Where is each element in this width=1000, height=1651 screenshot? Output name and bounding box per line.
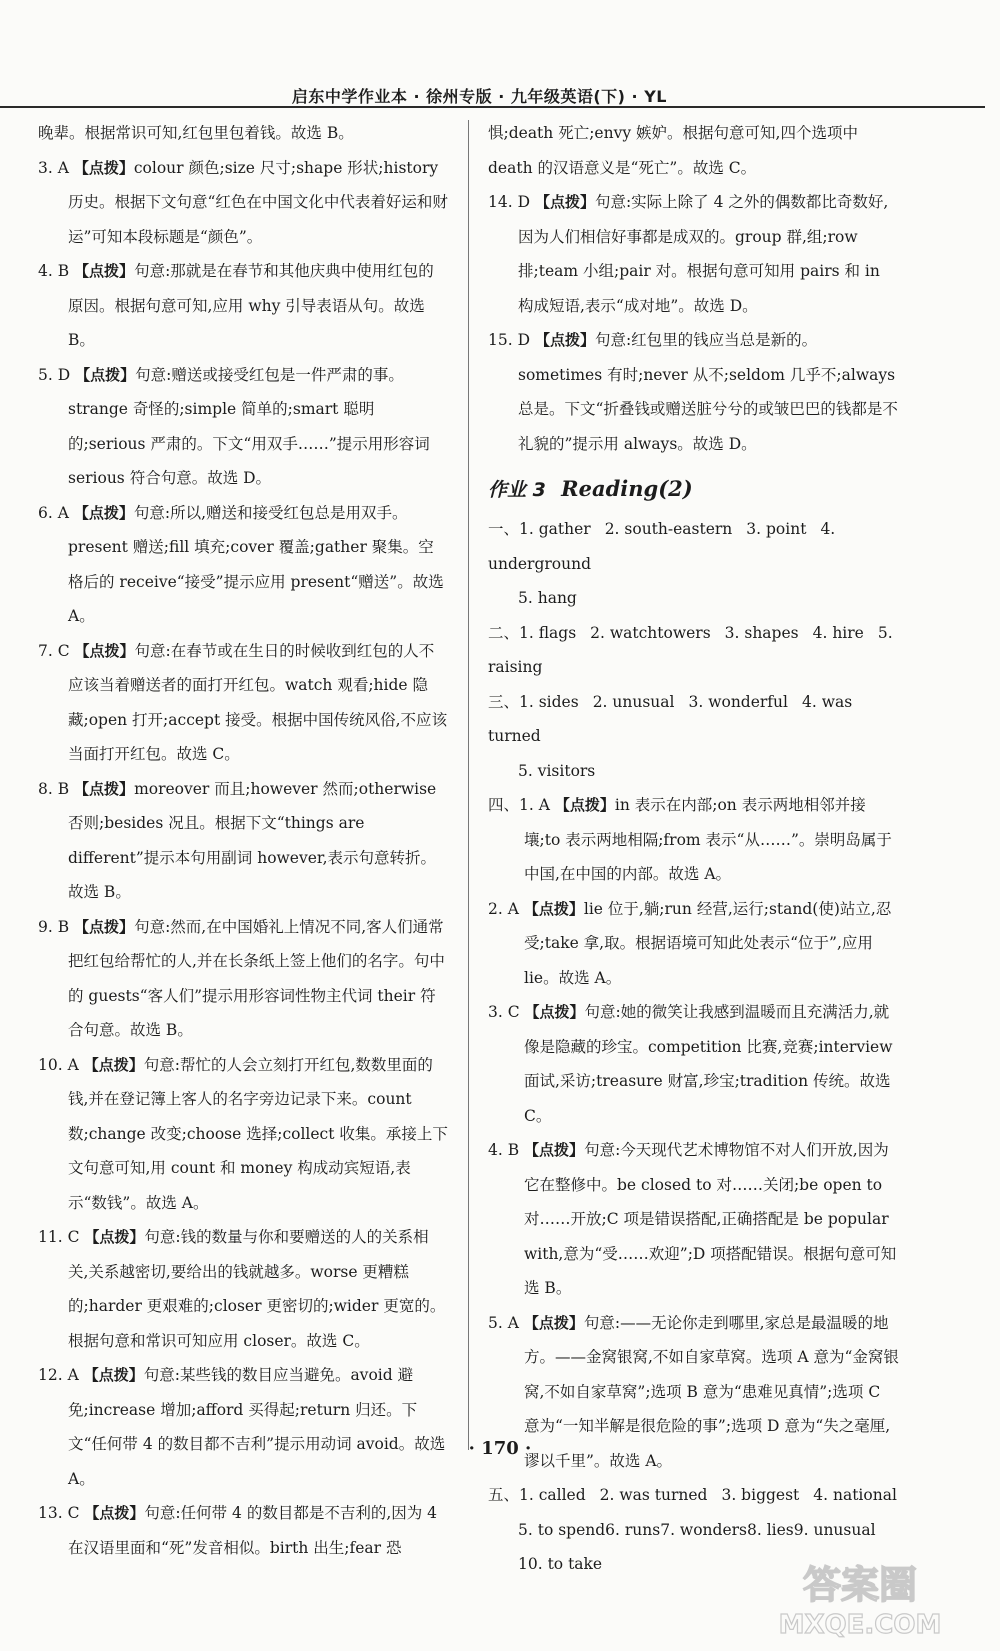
fill-in-answer: 4. was turned (488, 692, 853, 745)
fill-in-answer: 2. was turned (599, 1486, 708, 1504)
hint-tag: 【点拨】 (74, 917, 135, 936)
answer-number: 3. C (488, 1003, 525, 1021)
hint-tag: 【点拨】 (84, 1504, 145, 1522)
answer-number: 5. A (488, 1313, 524, 1332)
answer-number: 6. A (38, 503, 74, 522)
answer-text: 句意:——无论你走到哪里,家总是最温暖的地方。——金窝银窝,不如自家草窝。选项 A 意为“金窝银窝,不如自家草窝”;选项 B 意为“患难见真情”;选项 C 意为“一知半解是很危险的事”;选项 D 意为“失之毫厘,谬以千里”。故选 A。 (524, 1313, 899, 1470)
answer-item (38, 151, 448, 255)
answer-text: 句意:实际上除了 4 之外的偶数都比奇数好,因为人们相信好事都是成双的。group 群,组;row 排;team 小组;pair 对。根据句意可知用 pairs 和 in 构成短语,表示“成对地”。故选 D。 (518, 193, 889, 315)
fill-in-answer: 8. lies (746, 1520, 794, 1539)
answer-item (488, 892, 900, 996)
answer-text: 句意:在春节或在生日的时候收到红包的人不应该当着赠送者的面打开红包。watch 观看;hide 隐藏;open 打开;accept 接受。根据中国传统风俗,不应该当面打开红包。故选 C。 (68, 641, 448, 763)
left-column (38, 116, 448, 1565)
answer-list-continued (488, 116, 900, 461)
fill-in-answer: 三、1. sides (488, 692, 579, 711)
column-divider (468, 120, 469, 1450)
answer-row (488, 685, 900, 754)
answer-row (488, 1513, 900, 1548)
answer-number: 4. B (38, 262, 75, 280)
answer-item (488, 323, 900, 461)
hint-tag: 【点拨】 (554, 796, 615, 814)
fill-in-answer: 3. point (746, 520, 807, 538)
fill-in-answer: 二、1. flags (488, 623, 577, 642)
fill-in-answer: 3. shapes (724, 623, 799, 642)
fill-in-answer: 4. underground (488, 520, 836, 573)
fill-in-answer: 3. biggest (721, 1486, 800, 1504)
answer-text: colour 颜色;size 尺寸;shape 形状;history 历史。根据下文句意“红色在中国文化中代表着好运和财运”可知本段标题是“颜色”。 (68, 158, 448, 246)
answer-number: 10. A (38, 1055, 84, 1074)
fill-in-answer: 4. hire (812, 623, 864, 642)
hint-tag: 【点拨】 (83, 1366, 144, 1384)
fill-in-answer: 3. wonderful (688, 692, 788, 711)
answer-number: 15. D (488, 331, 535, 349)
answer-number: 5. D (38, 365, 76, 384)
hint-tag: 【点拨】 (534, 193, 595, 211)
answer-row (488, 754, 900, 789)
hint-tag: 【点拨】 (534, 331, 595, 349)
answer-text: 惧;death 死亡;envy 嫉妒。根据句意可知,四个选项中 death 的汉语意义是“死亡”。故选 C。 (488, 124, 858, 177)
running-header: 启东中学作业本 · 徐州专版 · 九年级英语(下) · YL (291, 87, 667, 106)
hint-tag: 【点拨】 (524, 1141, 585, 1159)
fill-in-answer: 一、1. gather (488, 520, 591, 538)
answer-item (38, 1496, 448, 1565)
answer-text: lie 位于,躺;run 经营,运行;stand(使)站立,忍受;take 拿,取。根据语境可知此处表示“位于”,应用 lie。故选 A。 (524, 899, 892, 987)
answer-row (488, 512, 900, 581)
hint-tag: 【点拨】 (523, 1313, 584, 1332)
exercise-1-answers (488, 512, 900, 616)
answer-row (488, 1478, 900, 1513)
fill-in-answer: 9. unusual (793, 1520, 876, 1539)
answer-item (38, 358, 448, 496)
answer-item (488, 995, 900, 1133)
answer-text: 句意:然而,在中国婚礼上情况不同,客人们通常把红包给帮忙的人,并在长条纸上签上他们的名字。句中的 guests“客人们”提示用形容词性物主代词 their 符合句意。故选 B。 (68, 917, 445, 1039)
answer-item (38, 772, 448, 910)
page-number: · 170 · (468, 1438, 532, 1459)
answer-text: 句意:帮忙的人会立刻打开红包,数数里面的钱,并在登记簿上客人的名字旁边记录下来。count 数;change 改变;choose 选择;collect 收集。承接上下文句意可知,用 count 和 money 构成动宾短语,表示“数钱”。故选 A。 (68, 1055, 448, 1212)
answer-number: 2. A (488, 899, 524, 918)
fill-in-answer: 4. national (813, 1486, 897, 1504)
answer-item (38, 496, 448, 634)
hint-tag: 【点拨】 (83, 1055, 144, 1074)
exercise-2-answers (488, 616, 900, 685)
answer-item (488, 185, 900, 323)
answer-number: 4. B (488, 1141, 525, 1159)
answer-text: 句意:那就是在春节和其他庆典中使用红包的原因。根据句意可知,应用 why 引导表语从句。故选 B。 (68, 262, 434, 349)
answer-item (38, 1048, 448, 1221)
answer-item (38, 1220, 448, 1358)
hint-tag: 【点拨】 (523, 899, 584, 918)
answer-item (488, 116, 900, 185)
answer-text: 句意:任何带 4 的数目都是不吉利的,因为 4 在汉语里面和“死”发音相似。birth 出生;fear 恐 (68, 1504, 438, 1557)
answer-number: 13. C (38, 1504, 85, 1522)
hint-tag: 【点拨】 (75, 365, 136, 384)
exercise-4-answers (488, 788, 900, 1478)
section-heading (488, 471, 900, 508)
fill-in-answer: 5. hang (518, 589, 577, 607)
answer-row (488, 616, 900, 685)
hint-tag: 【点拨】 (73, 158, 134, 177)
answer-text: in 表示在内部;on 表示两地相邻并接壤;to 表示两地相隔;from 表示“从……”。崇明岛属于中国,在中国的内部。故选 A。 (524, 796, 892, 883)
answer-number: 四、1. A (488, 796, 555, 814)
answer-item (38, 1358, 448, 1496)
answer-row (488, 581, 900, 616)
answer-number: 14. D (488, 193, 535, 211)
section-title: Reading(2) (561, 476, 693, 501)
answer-text: 句意:今天现代艺术博物馆不对人们开放,因为它在整修中。be closed to 对……关闭;be open to 对……开放;C 项是错误搭配,正确搭配是 be popular with,意为“受……欢迎”;D 项搭配错误。根据句意可知选 B。 (524, 1141, 897, 1297)
answer-number: 9. B (38, 917, 75, 936)
hint-tag: 【点拨】 (73, 503, 134, 522)
right-column (488, 116, 900, 1582)
answer-text: 句意:某些钱的数目应当避免。avoid 避免;increase 增加;afford 买得起;return 归还。下文“任何带 4 的数目都不吉利”提示用动词 avoid。故选 A。 (68, 1366, 446, 1488)
fill-in-answer: 5. visitors (518, 761, 596, 780)
fill-in-answer: 7. wonders (660, 1520, 747, 1539)
answer-item (38, 634, 448, 772)
answer-item (488, 1133, 900, 1306)
answer-item (38, 910, 448, 1048)
fill-in-answer: 5. to spend (518, 1520, 606, 1539)
answer-item (38, 254, 448, 358)
hint-tag: 【点拨】 (524, 1003, 585, 1021)
answer-item (38, 116, 448, 151)
answer-number: 7. C (38, 641, 75, 660)
answer-text: 句意:红包里的钱应当总是新的。sometimes 有时;never 从不;seldom 几乎不;always 总是。下文“折叠钱或赠送脏兮兮的或皱巴巴的钱都是不礼貌的”提示用 always。故选 D。 (518, 331, 898, 453)
exercise-3-answers (488, 685, 900, 789)
hint-tag: 【点拨】 (74, 641, 135, 660)
watermark-logo (760, 1553, 960, 1643)
fill-in-answer: 6. runs (605, 1520, 661, 1539)
answer-item (488, 788, 900, 892)
answer-text: 句意:所以,赠送和接受红包总是用双手。present 赠送;fill 填充;cover 覆盖;gather 聚集。空格后的 receive“接受”提示应用 present“赠送”。故选 A。 (68, 503, 444, 625)
answer-number: 8. B (38, 779, 75, 798)
svg-text:答案圈: 答案圈 (802, 1563, 918, 1607)
answer-text: 句意:钱的数量与你和要赠送的人的关系相关,关系越密切,要给出的钱就越多。worse 更糟糕的;harder 更艰难的;closer 更密切的;wider 更宽的。根据句意和常识可知应用 closer。故选 C。 (68, 1228, 446, 1350)
answer-number: 3. A (38, 158, 74, 177)
fill-in-answer: 5. raising (488, 623, 893, 676)
fill-in-answer: 2. south-eastern (604, 520, 733, 538)
fill-in-answer: 五、1. called (488, 1486, 586, 1504)
answer-text: moreover 而且;however 然而;otherwise 否则;besides 况且。根据下文“things are different”提示本句用副词 however,表示句意转折。故选 B。 (68, 779, 437, 901)
hint-tag: 【点拨】 (84, 1228, 145, 1246)
fill-in-answer: 2. unusual (592, 692, 675, 711)
hint-tag: 【点拨】 (74, 262, 135, 280)
answer-text: 句意:她的微笑让我感到温暖而且充满活力,就像是隐藏的珍宝。competition 比赛,竞赛;interview 面试,采访;treasure 财富,珍宝;tradition 传统。故选 C。 (524, 1003, 893, 1125)
svg-text:MXQE.COM: MXQE.COM (778, 1610, 942, 1640)
fill-in-answer: 2. watchtowers (590, 623, 711, 642)
section-label: 作业 3 (488, 479, 546, 501)
fill-in-answer: 10. to take (518, 1555, 603, 1573)
answer-number: 11. C (38, 1228, 85, 1246)
answer-number: 12. A (38, 1366, 84, 1384)
hint-tag: 【点拨】 (74, 779, 135, 798)
answer-text: 句意:赠送或接受红包是一件严肃的事。strange 奇怪的;simple 简单的;smart 聪明的;serious 严肃的。下文“用双手……”提示用形容词 serious 符合句意。故选 D。 (68, 365, 430, 487)
answer-text: 晚辈。根据常识可知,红包里包着钱。故选 B。 (38, 124, 354, 142)
